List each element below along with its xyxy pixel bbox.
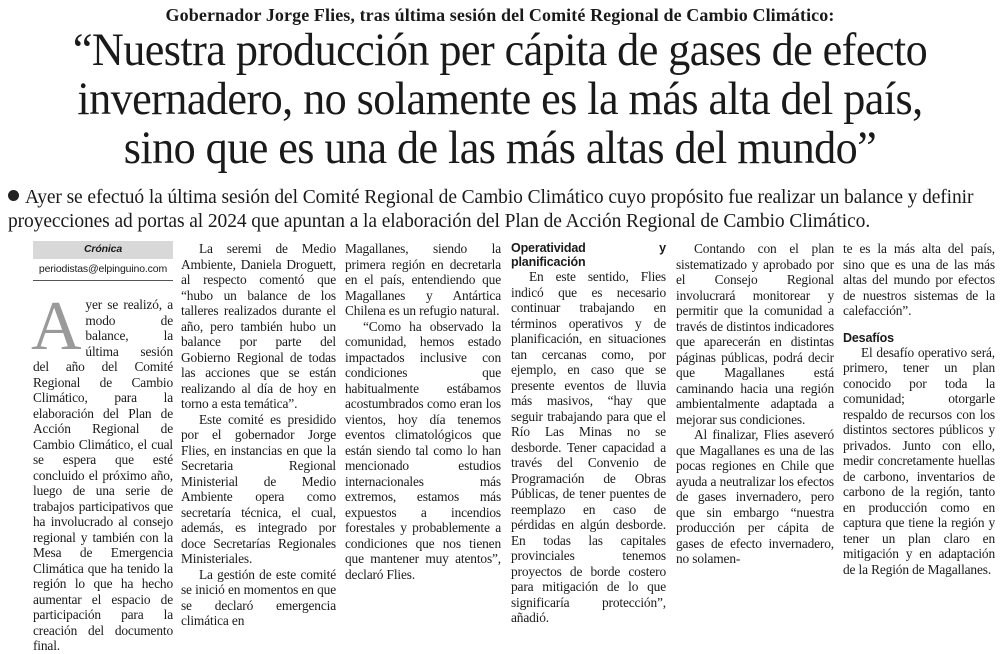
section-heading: Operatividad y planificación	[511, 241, 666, 269]
paragraph: te es la más alta del país, sino que es una de las más altas del mundo por efectos de nuestros sistemas de la calefacción”.	[843, 241, 995, 318]
headline-line: “Nuestra producción per cápita de gases de efecto	[72, 24, 928, 76]
bullet-icon	[8, 190, 19, 201]
paragraph: Contando con el plan sistematizado y aprobado por el Consejo Regional involucrará monitorear y permitir que la comunidad a través de distintos indicadores que aparecerán en distintas páginas públicas, podrá decir que Magallanes está caminando hacia una región ambientalmente adaptada a mejorar sus condiciones.	[676, 241, 834, 427]
paragraph: Al finalizar, Flies aseveró que Magallanes es una de las pocas regiones en Chile que ayuda a neutralizar los efectos de gases invernadero, pero que sin embargo “nuestra producción per cápita de gases de efecto invernadero, no solamen-	[676, 427, 834, 566]
article-kicker: Gobernador Jorge Flies, tras última sesión del Comité Regional de Cambio Climático:	[165, 5, 835, 25]
paragraph: “Como ha observado la comunidad, hemos estado impactados inclusive con condiciones que habitualmente estábamos acostumbrados como eran los vientos, hoy día tenemos eventos climatológicos que están siendo tal como lo han mencionado estudios internacionales más extremos, estamos más expuestos a incendios forestales y probablemente a condiciones que nos tienen que mantener muy atentos”, declaró Flies.	[345, 318, 501, 582]
byline-email: periodistas@elpinguino.com	[33, 259, 173, 282]
paragraph: La seremi de Medio Ambiente, Daniela Droguett, al respecto comentó que “hubo un balance de los talleres realizados durante el año, pero también hubo un balance por parte del Gobierno Regional de todas las acciones que se están realizando al día de hoy en torno a esta temática”.	[181, 241, 336, 411]
paragraph: La gestión de este comité se inició en momentos en que se declaró emergencia climática en	[181, 566, 336, 628]
article-headline	[30, 26, 970, 173]
paragraph: Este comité es presidido por el gobernador Jorge Flies, en instancias en que la Secretaria Regional Ministerial de Medio Ambiente opera como secretaría técnica, el cual, además, es integrado por doce Secretarías Regionales Ministeriales.	[181, 411, 336, 566]
lead-text: Ayer se efectuó la última sesión del Comité Regional de Cambio Climático cuyo propósito fue realizar un balance y definir proyecciones ad portas al 2024 que apuntan a la elaboración del Plan de Acción Regional de Cambio Climático.	[8, 187, 974, 232]
drop-cap: A	[31, 288, 82, 365]
article-column-2	[181, 241, 336, 628]
paragraph: En este sentido, Flies indicó que es necesario continuar trabajando en términos operativos y de planificación, en situaciones tan cercanas como, por ejemplo, en caso que se presente eventos de lluvia más masivos, “hay que seguir trabajando para que el Río Las Minas no se desborde. Tener capacidad a través del Convenio de Programación de Obras Públicas, de tener puentes de reemplazo en caso de pérdidas en algún desborde. En todas las capitales provinciales tenemos proyectos de borde costero para mitigación de lo que significaría protección”, añadió.	[511, 269, 666, 625]
article-column-3	[345, 241, 501, 582]
article-column-1	[31, 241, 173, 653]
section-heading: Desafíos	[843, 330, 894, 345]
article-column-6	[843, 241, 995, 577]
article-column-4	[511, 241, 666, 625]
headline-line: sino que es una de las más altas del mundo”	[123, 122, 877, 174]
article-column-5	[676, 241, 834, 566]
byline	[33, 241, 173, 281]
byline-section-label: Crónica	[33, 241, 173, 259]
paragraph: El desafío operativo será, primero, tener un plan conocido por toda la comunidad; otorgarle respaldo de recursos con los distintos sectores públicos y privados. Junto con ello, medir concretamente huellas de carbono, inventarios de carbono de la región, tanto en producción como en captura que tiene la región y tener un plan claro en mitigación y en adaptación de la Región de Magallanes.	[843, 344, 995, 577]
paragraph: Magallanes, siendo la primera región en decretarla en el país, entendiendo que Magallanes y Antártica Chilena es un refugio natural.	[345, 241, 501, 318]
article-lead	[8, 186, 994, 234]
headline-line: invernadero, no solamente es la más alta del país,	[77, 73, 923, 125]
paragraph: Ayer se realizó, a modo de balance, la última sesión del año del Comité Regional de Cambio Climático, para la elaboración del Plan de Acción Regional de Cambio Climático, el cual se espera que esté concluido el próximo año, luego de una serie de trabajos participativos que ha involucrado al consejo regional y también con la Mesa de Emergencia Climática que ha tenido la región lo que ha hecho aumentar el espacio de participación para la creación del documento final.	[31, 288, 173, 653]
